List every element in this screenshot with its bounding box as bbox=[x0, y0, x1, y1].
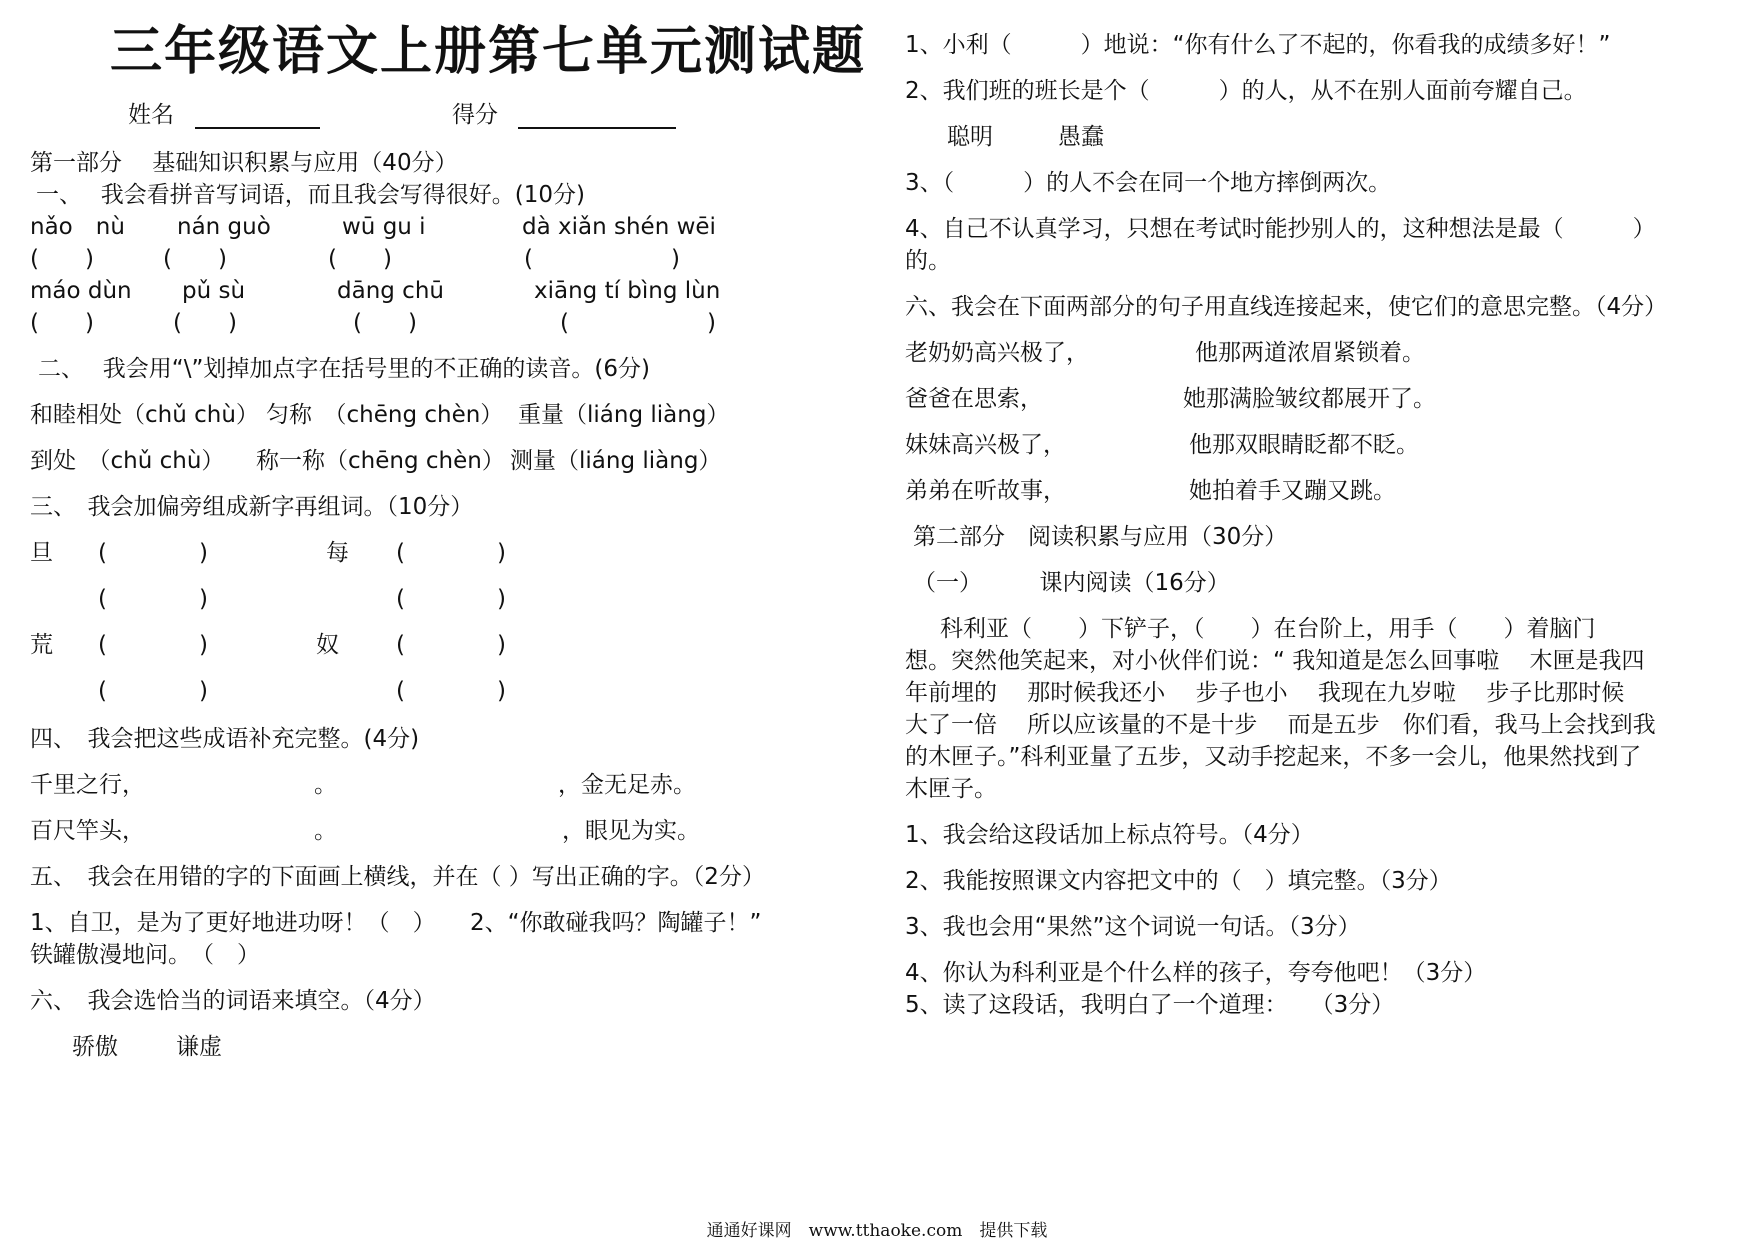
word-option: 骄傲 bbox=[72, 1034, 118, 1060]
pronunciation-item[interactable]: 和睦相处（chǔ chù） bbox=[30, 402, 259, 428]
passage-line: 木匣子。 bbox=[905, 776, 997, 802]
part2-heading: 第二部分 阅读积累与应用（30分） bbox=[913, 524, 1288, 550]
pronunciation-item[interactable]: 称一称（chēng chèn） bbox=[256, 448, 505, 474]
match-left[interactable]: 爸爸在思索， bbox=[905, 386, 1043, 412]
right-column bbox=[905, 0, 1735, 1240]
pronunciation-item[interactable]: 到处 （chǔ chù） bbox=[30, 448, 225, 474]
pinyin: wū gu i bbox=[342, 214, 426, 240]
match-left[interactable]: 妹妹高兴极了， bbox=[905, 432, 1066, 458]
base-character: 荒 bbox=[30, 632, 53, 658]
idiom-mid: 。 bbox=[314, 818, 337, 844]
reading-heading: （一） 课内阅读（16分） bbox=[913, 570, 1230, 596]
answer-brackets[interactable]: ( ) bbox=[396, 540, 506, 566]
score-field[interactable] bbox=[518, 127, 676, 129]
reading-question[interactable]: 2、我能按照课文内容把文中的（ ）填完整。（3分） bbox=[905, 868, 1452, 894]
part1-heading: 第一部分 基础知识积累与应用（40分） bbox=[30, 150, 458, 176]
reading-question[interactable]: 5、读了这段话，我明白了一个道理： （3分） bbox=[905, 992, 1395, 1018]
idiom-end: ，金无足赤。 bbox=[558, 772, 696, 798]
match-right[interactable]: 她那满脸皱纹都展开了。 bbox=[1183, 386, 1436, 412]
answer-brackets[interactable]: ( ) bbox=[396, 586, 506, 612]
answer-brackets[interactable]: ( ) bbox=[98, 540, 208, 566]
fill-question[interactable]: 2、我们班的班长是个（ ）的人，从不在别人面前夸耀自己。 bbox=[905, 78, 1587, 104]
section1-heading: 一、 我会看拼音写词语，而且我会写得很好。(10分) bbox=[36, 182, 586, 208]
match-right[interactable]: 她拍着手又蹦又跳。 bbox=[1189, 478, 1396, 504]
base-character: 每 bbox=[326, 540, 349, 566]
idiom-start: 百尺竿头， bbox=[30, 818, 145, 844]
answer-brackets[interactable]: ( ) bbox=[328, 246, 392, 272]
answer-brackets[interactable]: ( ) bbox=[173, 310, 237, 336]
left-column bbox=[30, 0, 880, 1240]
answer-brackets[interactable]: ( ) bbox=[560, 310, 716, 336]
fill-question[interactable]: 4、自己不认真学习，只想在考试时能抄别人的，这种想法是最（ ） bbox=[905, 216, 1656, 242]
idiom-end: ，眼见为实。 bbox=[562, 818, 700, 844]
idiom-mid: 。 bbox=[314, 772, 337, 798]
match-left[interactable]: 老奶奶高兴极了， bbox=[905, 340, 1089, 366]
pronunciation-item[interactable]: 匀称 （chēng chèn） bbox=[266, 402, 504, 428]
error-question[interactable]: 1、自卫，是为了更好地进功呀！（ ） bbox=[30, 910, 436, 936]
base-character: 奴 bbox=[316, 632, 339, 658]
pinyin: nǎo nù bbox=[30, 214, 125, 240]
footer-credit: 通通好课网 www.tthaoke.com 提供下载 bbox=[706, 1221, 1048, 1241]
match-left[interactable]: 弟弟在听故事， bbox=[905, 478, 1066, 504]
passage-line: 想。突然他笑起来，对小伙伴们说：“ 我知道是怎么回事啦 木匣是我四 bbox=[905, 648, 1645, 674]
passage-line: 年前埋的 那时候我还小 步子也小 我现在九岁啦 步子比那时候 bbox=[905, 680, 1625, 706]
answer-brackets[interactable]: ( ) bbox=[163, 246, 227, 272]
section3-heading: 三、 我会加偏旁组成新字再组词。（10分） bbox=[30, 494, 474, 520]
word-option: 聪明 bbox=[947, 124, 993, 150]
base-character: 旦 bbox=[30, 540, 53, 566]
idiom-start: 千里之行， bbox=[30, 772, 145, 798]
answer-brackets[interactable]: ( ) bbox=[98, 586, 208, 612]
fill-question[interactable]: 3、（ ）的人不会在同一个地方摔倒两次。 bbox=[905, 170, 1392, 196]
pinyin: pǔ sù bbox=[182, 278, 246, 304]
error-question[interactable]: 2、“你敢碰我吗？陶罐子！” bbox=[470, 910, 762, 936]
section4-heading: 四、 我会把这些成语补充完整。(4分) bbox=[30, 726, 420, 752]
match-right[interactable]: 他那双眼睛眨都不眨。 bbox=[1189, 432, 1419, 458]
pinyin: dāng chū bbox=[337, 278, 444, 304]
section2-heading: 二、 我会用“\”划掉加点字在括号里的不正确的读音。(6分) bbox=[38, 356, 650, 382]
reading-question[interactable]: 3、我也会用“果然”这个词说一句话。（3分） bbox=[905, 914, 1361, 940]
name-field[interactable] bbox=[195, 127, 320, 129]
pronunciation-item[interactable]: 测量（liáng liàng） bbox=[510, 448, 722, 474]
error-question[interactable]: 铁罐傲漫地问。 （ ） bbox=[30, 942, 260, 968]
answer-brackets[interactable]: ( ) bbox=[396, 678, 506, 704]
pinyin: dà xiǎn shén wēi bbox=[522, 214, 716, 240]
score-label: 得分 bbox=[452, 102, 498, 128]
reading-question[interactable]: 4、你认为科利亚是个什么样的孩子，夸夸他吧！（3分） bbox=[905, 960, 1487, 986]
answer-brackets[interactable]: ( ) bbox=[30, 310, 94, 336]
section6-heading: 六、 我会选恰当的词语来填空。（4分） bbox=[30, 988, 436, 1014]
reading-question[interactable]: 1、我会给这段话加上标点符号。（4分） bbox=[905, 822, 1314, 848]
pinyin: máo dùn bbox=[30, 278, 132, 304]
word-option: 谦虚 bbox=[176, 1034, 222, 1060]
fill-question-continued: 的。 bbox=[905, 248, 951, 274]
fill-question[interactable]: 1、小利（ ）地说：“你有什么了不起的，你看我的成绩多好！” bbox=[905, 32, 1611, 58]
pinyin: nán guò bbox=[177, 214, 271, 240]
answer-brackets[interactable]: ( ) bbox=[98, 632, 208, 658]
page-title: 三年级语文上册第七单元测试题 bbox=[110, 21, 867, 82]
passage-line: 科利亚（ ）下铲子，（ ）在台阶上，用手（ ）着脑门 bbox=[917, 616, 1596, 642]
passage-line: 大了一倍 所以应该量的不是十步 而是五步 你们看，我马上会找到我 bbox=[905, 712, 1656, 738]
answer-brackets[interactable]: ( ) bbox=[524, 246, 680, 272]
match-right[interactable]: 他那两道浓眉紧锁着。 bbox=[1195, 340, 1425, 366]
name-label: 姓名 bbox=[128, 102, 174, 128]
section5-heading: 五、 我会在用错的字的下面画上横线，并在（ ）写出正确的字。（2分） bbox=[30, 864, 765, 890]
pinyin: xiāng tí bìng lùn bbox=[534, 278, 721, 304]
passage-line: 的木匣子。”科利亚量了五步，又动手挖起来，不多一会儿，他果然找到了 bbox=[905, 744, 1642, 770]
answer-brackets[interactable]: ( ) bbox=[396, 632, 506, 658]
answer-brackets[interactable]: ( ) bbox=[98, 678, 208, 704]
answer-brackets[interactable]: ( ) bbox=[30, 246, 94, 272]
matching-heading: 六、我会在下面两部分的句子用直线连接起来，使它们的意思完整。（4分） bbox=[905, 294, 1668, 320]
answer-brackets[interactable]: ( ) bbox=[353, 310, 417, 336]
word-option: 愚蠢 bbox=[1058, 124, 1104, 150]
pronunciation-item[interactable]: 重量（liáng liàng） bbox=[518, 402, 730, 428]
